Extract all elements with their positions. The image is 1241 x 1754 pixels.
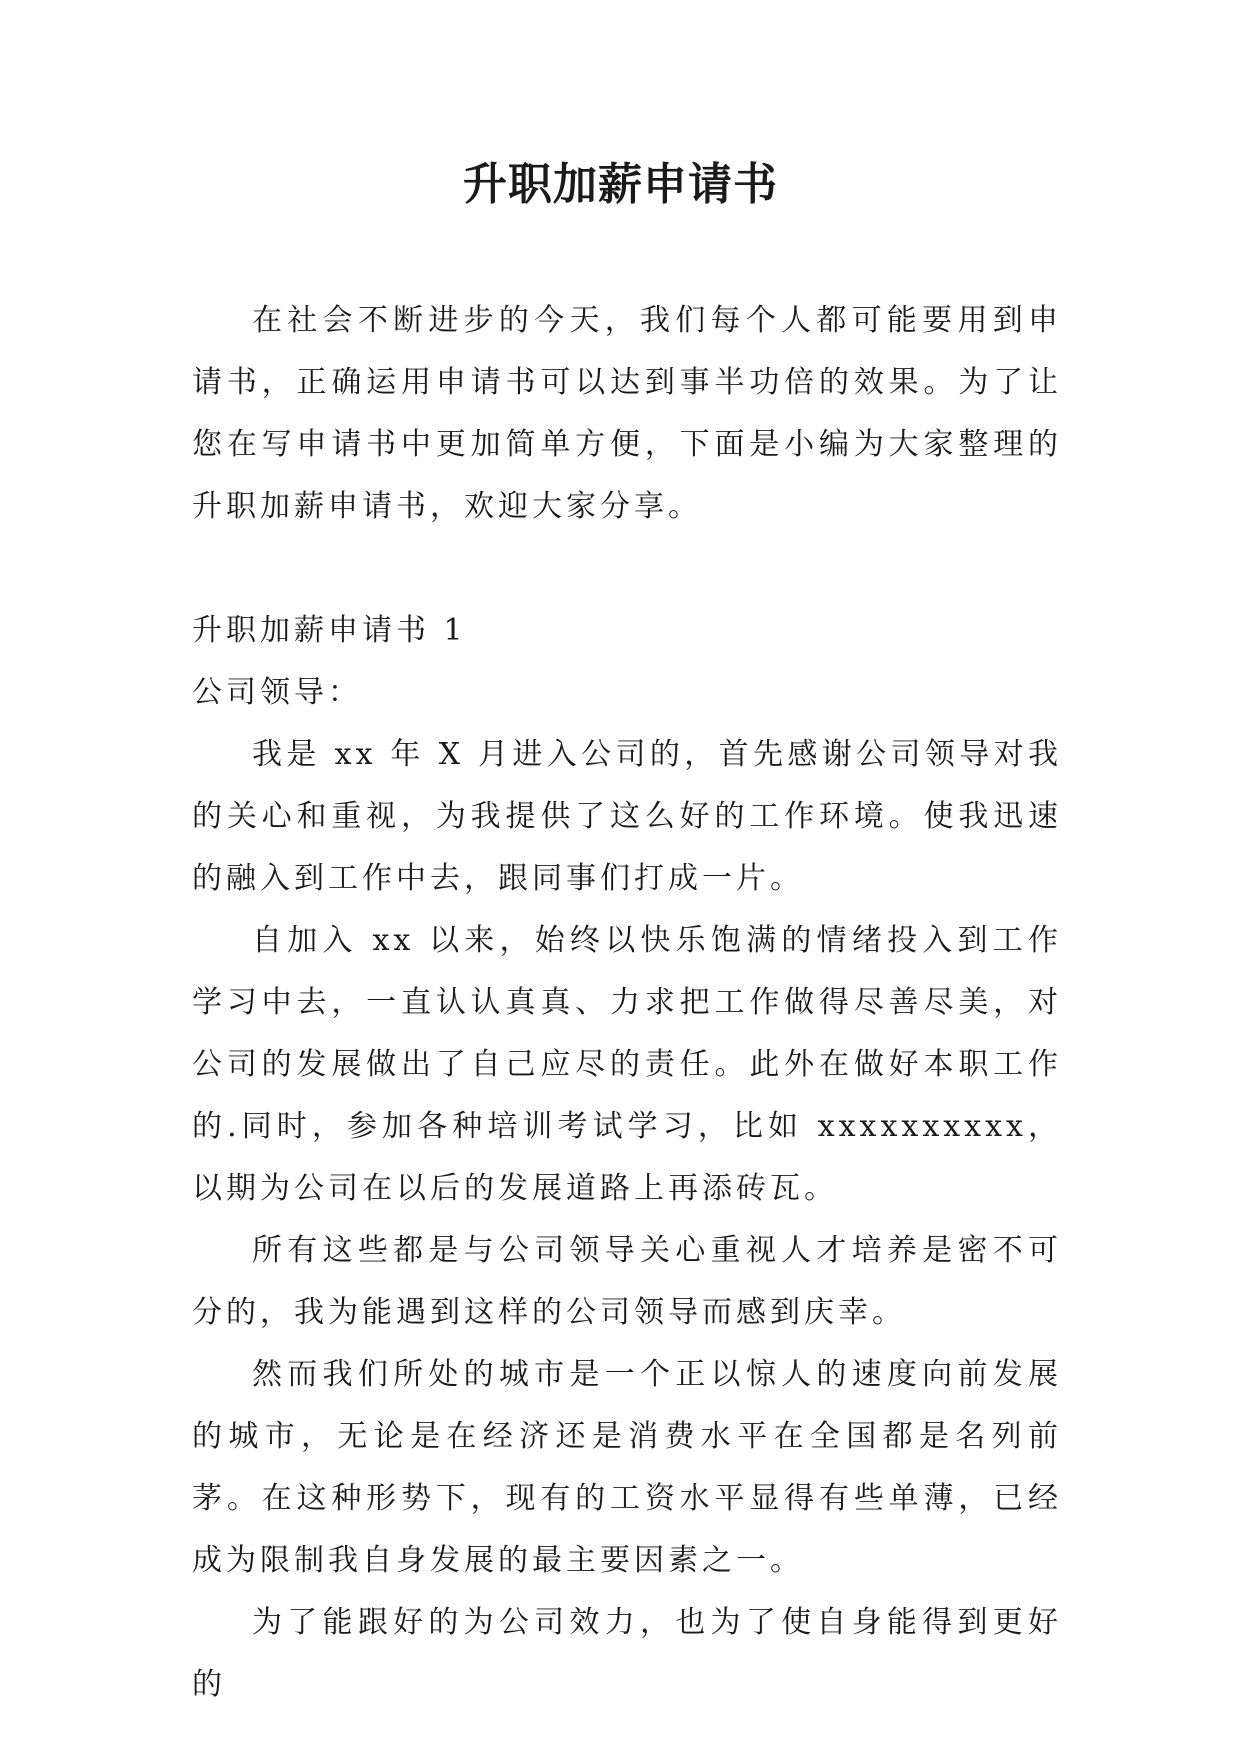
paragraph-gap: [192, 538, 1062, 600]
section-heading: 升职加薪申请书 1: [192, 613, 467, 648]
intro-paragraph: 在社会不断进步的今天，我们每个人都可能要用到申请书，正确运用申请书可以达到事半功倍的效果。为了让您在写申请书中更加简单方便，下面是小编为大家整理的升职加薪申请书，欢迎大家分享。: [192, 303, 1062, 524]
body-paragraph-2: 自加入 xx 以来，始终以快乐饱满的情绪投入到工作学习中去，一直认认真真、力求把工作做得尽善尽美，对公司的发展做出了自己应尽的责任。此外在做好本职工作的.同时，参加各种培训考试学习，比如 xxxxxxxxxx，以期为公司在以后的发展道路上再添砖瓦。: [192, 923, 1062, 1206]
document-body: [192, 290, 1062, 1716]
body-paragraph-4: 然而我们所处的城市是一个正以惊人的速度向前发展的城市，无论是在经济还是消费水平在全国都是名列前茅。在这种形势下，现有的工资水平显得有些单薄，已经成为限制我自身发展的最主要因素之一。: [192, 1357, 1062, 1578]
body-paragraph-3: 所有这些都是与公司领导关心重视人才培养是密不可分的，我为能遇到这样的公司领导而感到庆幸。: [192, 1233, 1062, 1330]
salutation: 公司领导：: [192, 675, 362, 710]
body-paragraph-5: 为了能跟好的为公司效力，也为了使自身能得到更好的: [192, 1605, 1062, 1702]
body-paragraph-1: 我是 xx 年 X 月进入公司的，首先感谢公司领导对我的关心和重视，为我提供了这么好的工作环境。使我迅速的融入到工作中去，跟同事们打成一片。: [192, 737, 1062, 896]
document-title: 升职加薪申请书: [463, 159, 778, 210]
